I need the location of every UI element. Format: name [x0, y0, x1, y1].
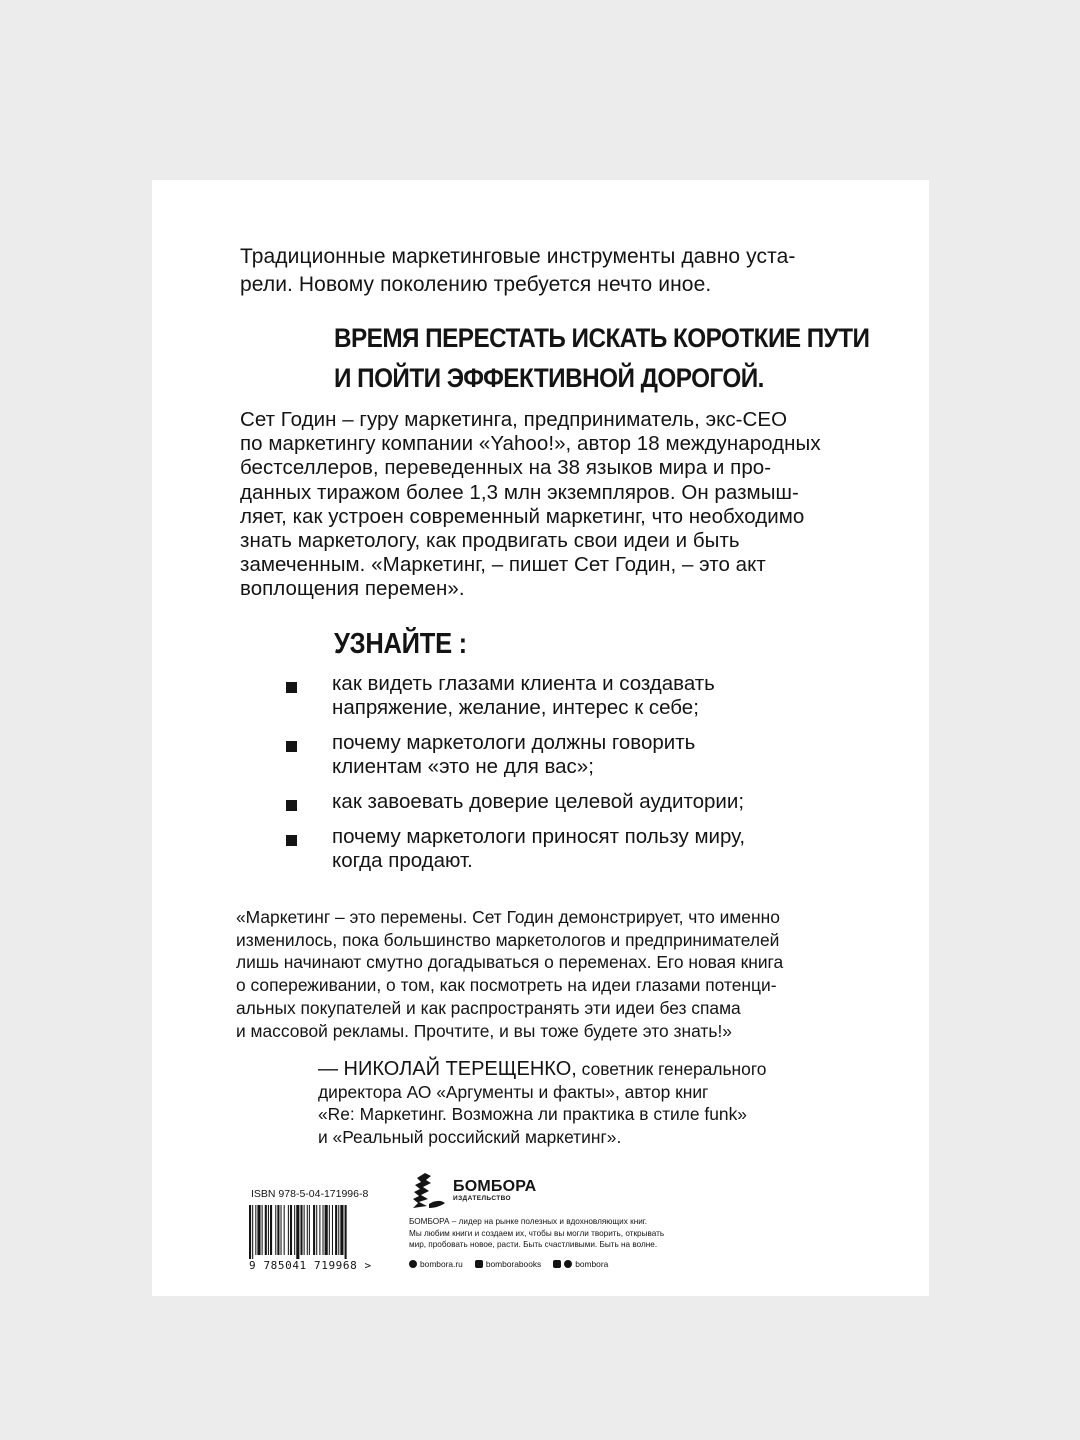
barcode-bar: [304, 1205, 305, 1255]
square-bullet-icon: [286, 800, 297, 811]
barcode-bar: [313, 1205, 315, 1255]
attribution-line: и «Реальный российский маркетинг».: [318, 1126, 622, 1147]
social-link[interactable]: [409, 1259, 463, 1270]
isbn-barcode: [249, 1188, 379, 1272]
youtube-icon: [553, 1260, 561, 1268]
barcode-bar: [268, 1205, 269, 1255]
square-bullet-icon: [286, 682, 297, 693]
barcode-bar: [275, 1205, 276, 1255]
telegram-icon: [564, 1260, 572, 1268]
list-item: [286, 731, 806, 779]
publisher-block: [409, 1170, 739, 1270]
isbn-number: ISBN 978-5-04-171996-8: [251, 1188, 369, 1200]
barcode-bar: [255, 1205, 256, 1255]
barcode-bar: [325, 1205, 328, 1255]
bio-line: данных тиражом более 1,3 млн экземпляров. Он размыш-: [240, 480, 799, 504]
quote-line: изменилось, пока большинство маркетологов и предпринимателей: [236, 929, 780, 950]
bio-line: по маркетингу компании «Yahoo!», автор 18 международных: [240, 432, 821, 456]
bio-line: бестселлеров, переведенных на 38 языков мира и про-: [240, 456, 772, 480]
quote-line: «Маркетинг – это перемены. Сет Годин демонстрирует, что именно: [236, 907, 780, 927]
barcode-bar: [329, 1205, 330, 1255]
publisher-name: БОМБОРА: [453, 1177, 537, 1195]
barcode-bar: [294, 1205, 295, 1255]
publisher-description: БОМБОРА – лидер на рынке полезных и вдохновляющих книг. Мы любим книги и создаем их, чтобы вы могли творить, открывать мир, пробовать новое, расти. Быть счастливыми. Быть на волне.: [409, 1217, 665, 1249]
quote-line: о сопереживании, о том, как посмотреть на идеи глазами потенци-: [236, 975, 777, 996]
square-bullet-icon: [286, 835, 297, 846]
barcode-bar: [338, 1205, 339, 1255]
bio-line: Сет Годин – гуру маркетинга, предприниматель, экс-CEO: [240, 408, 788, 431]
social-link[interactable]: [475, 1259, 541, 1270]
globe-icon: [409, 1260, 417, 1268]
quote-line: лишь начинают смутно догадываться о переменах. Его новая книга: [236, 952, 784, 973]
barcode-bar: [323, 1205, 324, 1255]
social-label: bombora.ru: [420, 1258, 463, 1269]
intro-line-1: Традиционные маркетинговые инструменты давно уста-: [240, 245, 796, 268]
book-back-cover: [152, 180, 929, 1296]
barcode-bar: [345, 1205, 347, 1259]
barcode-icon: [249, 1205, 377, 1259]
social-label: bombora: [575, 1258, 609, 1269]
bio-line: замеченным. «Маркетинг, – пишет Сет Годин, – это акт: [240, 553, 766, 577]
barcode-bar: [319, 1205, 320, 1255]
quote-line: альных покупателей и как распространять эти идеи без спама: [236, 997, 741, 1018]
barcode-bar: [332, 1205, 333, 1255]
bombora-logo-icon: [409, 1170, 447, 1210]
barcode-bar: [290, 1205, 292, 1255]
barcode-bar: [307, 1205, 308, 1255]
publisher-logo: [409, 1170, 739, 1210]
social-label: bomborabooks: [485, 1258, 542, 1269]
barcode-bar: [262, 1205, 263, 1255]
list-item-text: почему маркетологи должны говорить клиентам «это не для вас»;: [332, 731, 696, 778]
author-bio: [240, 408, 850, 602]
publisher-socials: [409, 1259, 739, 1270]
bio-line: ляет, как устроен современный маркетинг, что необходимо: [240, 504, 805, 528]
list-item-text: как завоевать доверие целевой аудитории;: [332, 790, 745, 813]
quote-line: и массовой рекламы. Прочтите, и вы тоже будете это знать!»: [236, 1020, 732, 1041]
barcode-bar: [316, 1205, 317, 1255]
barcode-bar: [277, 1205, 279, 1255]
barcode-bar: [288, 1205, 289, 1255]
barcode-bar: [340, 1205, 343, 1255]
attribution-line: «Re: Маркетинг. Возможна ли практика в стиле funk»: [318, 1104, 747, 1124]
barcode-bar: [300, 1205, 302, 1255]
list-item-text: как видеть глазами клиента и создавать напряжение, желание, интерес к себе;: [332, 672, 715, 719]
social-link[interactable]: [553, 1259, 608, 1270]
list-item-text: почему маркетологи приносят пользу миру, когда продают.: [332, 825, 746, 872]
barcode-bar: [257, 1205, 260, 1255]
barcode-bar: [265, 1205, 267, 1255]
barcode-bar: [281, 1205, 282, 1255]
barcode-bar: [284, 1205, 285, 1255]
attribution-name: — НИКОЛАЙ ТЕРЕЩЕНКО,: [318, 1058, 577, 1080]
learn-list: [286, 672, 806, 884]
list-item: [286, 825, 806, 873]
barcode-digits: 9 785041 719968 >: [249, 1259, 372, 1272]
attribution-line: советник генерального: [576, 1059, 767, 1079]
bio-line: воплощения перемен».: [240, 577, 465, 601]
list-item: [286, 790, 806, 814]
slogan-line: ВРЕМЯ ПЕРЕСТАТЬ ИСКАТЬ КОРОТКИЕ ПУТИ: [334, 323, 870, 353]
barcode-bar: [335, 1205, 337, 1255]
bio-line: знать маркетологу, как продвигать свои идеи и быть: [240, 529, 740, 553]
square-bullet-icon: [286, 741, 297, 752]
attribution-line: директора АО «Аргументы и факты», автор книг: [318, 1081, 709, 1102]
review-quote: [236, 906, 856, 1042]
quote-attribution: [318, 1058, 838, 1148]
list-item: [286, 672, 806, 720]
barcode-bar: [296, 1205, 299, 1259]
intro-text: [240, 243, 840, 299]
barcode-bar: [309, 1205, 310, 1255]
barcode-bar: [270, 1205, 272, 1255]
slogan-line: И ПОЙТИ ЭФФЕКТИВНОЙ ДОРОГОЙ.: [334, 363, 764, 393]
barcode-bar: [249, 1205, 251, 1259]
slogan-heading: [334, 318, 870, 398]
learn-heading: УЗНАЙТЕ :: [334, 628, 467, 660]
intro-line-2: рели. Новому поколению требуется нечто иное.: [240, 273, 712, 296]
vk-icon: [475, 1260, 483, 1268]
publisher-subtitle: ИЗДАТЕЛЬСТВО: [453, 1194, 512, 1202]
barcode-bar: [252, 1205, 253, 1259]
